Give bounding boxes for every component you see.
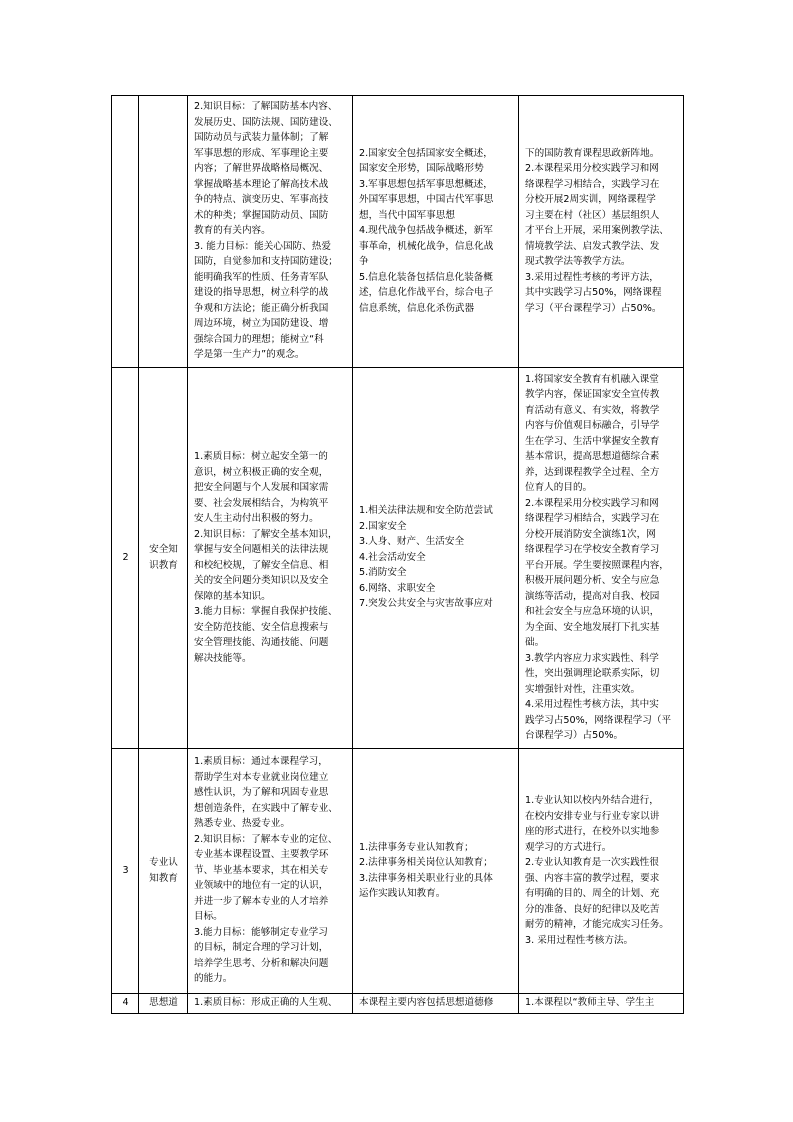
- goals-line: 1.素质目标：树立起安全第一的: [194, 451, 328, 462]
- goals-line: 争的特点、演变历史、军事高技: [194, 194, 329, 206]
- requirements-line: 2.专业认知教育是一次实践性很: [525, 857, 659, 868]
- course-table: [111, 95, 684, 1014]
- requirements-line: 络课程学习相结合，实践学习在: [525, 178, 660, 190]
- goals-line: 把安全问题与个人发展和国家需: [194, 482, 329, 493]
- goals-line: 2.知识目标：了解本专业的定位、: [194, 833, 338, 845]
- course-goals: [188, 994, 353, 1014]
- content-line: 想，当代中国军事思想: [359, 209, 455, 221]
- content-line: 7.突发公共安全与灾害故事应对: [359, 598, 493, 610]
- requirements-line: 分校开展消防安全演练1次，网: [525, 528, 656, 540]
- requirements-line: 耐劳的精神，才能完成实习任务。: [525, 919, 669, 930]
- content-line: 信息系统，信息化杀伤武器: [359, 302, 475, 314]
- goals-line: 周边环境，树立为国防建设、增: [194, 318, 329, 330]
- requirements-line: 习主要在村（社区）基层组织人: [525, 209, 660, 221]
- goals-line: 的能力。: [194, 973, 233, 985]
- goals-line: 关的安全问题分类知识以及安全: [194, 575, 329, 586]
- goals-line: 能明确我军的性质、任务青军队: [194, 271, 329, 283]
- content-line: 2.国家安全包括国家安全概述，: [359, 147, 493, 159]
- requirements-line: 在校内安排专业与行业专家以讲: [525, 810, 660, 822]
- goals-line: 并进一步了解本专业的人才培养: [194, 895, 329, 907]
- content-line: 1.相关法律法规和安全防范尝试: [359, 505, 493, 517]
- requirements-line: 观学习的方式进行。: [525, 841, 612, 853]
- goals-line: 争观和方法论；能正确分析我国: [194, 302, 329, 314]
- content-line: 6.网络、求职安全: [359, 582, 436, 594]
- course-content: [353, 994, 519, 1014]
- course-goals: [188, 368, 353, 749]
- goals-line: 内容；了解世界战略格局概况、: [194, 163, 329, 175]
- goals-line: 强综合国力的理想；能树立“科: [194, 333, 324, 345]
- name-line: 知教育: [149, 872, 178, 884]
- requirements-line: 为全面、安全地发展打下扎实基: [525, 621, 660, 633]
- name-line: 识教育: [149, 559, 178, 571]
- requirements-line: 性，突出强调理论联系实际，切: [525, 668, 660, 679]
- goals-line: 保障的基本知识。: [194, 590, 271, 602]
- goals-line: 安全管理技能、沟通技能、问题: [194, 637, 329, 648]
- goals-line: 1.素质目标：形成正确的人生观、: [194, 997, 338, 1009]
- row-number: [112, 96, 139, 368]
- requirements-line: 基本常识，提高思想道德综合素: [525, 451, 660, 462]
- requirements-line: 1.将国家安全教育有机融入课堂: [525, 373, 659, 385]
- goals-line: 3. 能力目标：能关心国防、热爱: [194, 240, 331, 252]
- goals-line: 建设的指导思想，树立科学的战: [194, 287, 329, 299]
- row-number-text: 4: [122, 997, 129, 1009]
- table-row: [112, 96, 684, 368]
- content-line: 国家安全形势，国际战略形势: [359, 163, 484, 175]
- requirements-line: 平台开展。学生要按照课程内容，: [525, 559, 669, 571]
- goals-line: 帮助学生对本专业就业岗位建立: [194, 771, 329, 783]
- requirements-line: 2.本课程采用分校实践学习和网: [525, 497, 659, 509]
- course-content: [353, 96, 519, 368]
- goals-line: 掌握战略基本理论了解高技术战: [194, 178, 329, 190]
- requirements-line: 分校开展2周实训，网络课程学: [525, 194, 656, 206]
- course-goals: [188, 96, 353, 368]
- content-line: 2.法律事务相关岗位认知教育；: [359, 857, 493, 868]
- content-line: 运作实践认知教育。: [359, 888, 446, 899]
- goals-line: 的目标，制定合理的学习计划，: [194, 942, 329, 954]
- requirements-line: 有明确的目的、周全的计划、充: [525, 888, 660, 899]
- requirements-line: 教学内容，保证国家安全宣传教: [525, 389, 660, 400]
- goals-line: 教育的有关内容。: [194, 225, 271, 237]
- goals-line: 意识，树立积极正确的安全观，: [194, 466, 329, 478]
- goals-line: 业领域中的地位有一定的认识，: [194, 880, 329, 892]
- requirements-line: 座的形式进行，在校外以实地参: [525, 826, 660, 837]
- requirements-line: 1.本课程以“教师主导、学生主: [525, 997, 655, 1009]
- content-line: 3.人身、财产、生活安全: [359, 536, 465, 548]
- course-table-body: [112, 96, 684, 1014]
- requirements-line: 践学习占50%，网络课程学习（平: [525, 714, 672, 726]
- goals-line: 熟悉专业、热爱专业。: [194, 818, 290, 830]
- teaching-requirements: [519, 96, 684, 368]
- requirements-line: 情境教学法、启发式教学法、发: [525, 240, 660, 252]
- goals-line: 发展历史、国防法规、国防建设、: [194, 116, 338, 128]
- row-number-text: 3: [122, 864, 129, 876]
- goals-line: 国防，自觉参加和支持国防建设；: [194, 256, 338, 268]
- requirements-line: 学习（平台课程学习）占50%。: [525, 302, 662, 314]
- requirements-line: 络课程学习相结合，实践学习在: [525, 513, 660, 524]
- requirements-line: 育活动有意义、有实效，将教学: [525, 404, 660, 416]
- name-line: 安全知: [149, 544, 178, 555]
- requirements-line: 演练等活动，提高对自我、校园: [525, 590, 660, 602]
- content-line: 2.国家安全: [359, 520, 407, 532]
- content-line: 3.军事思想包括军事思想概述，: [359, 178, 493, 190]
- table-row: [112, 368, 684, 749]
- row-number: [112, 749, 139, 994]
- content-line: 本课程主要内容包括思想道德修: [359, 997, 494, 1009]
- goals-line: 掌握与安全问题相关的法律法规: [194, 544, 329, 555]
- goals-line: 术的种类；掌握国防动员、国防: [194, 209, 329, 221]
- requirements-line: 养，达到课程教学全过程、全方: [525, 466, 660, 478]
- content-line: 争: [359, 256, 369, 268]
- goals-line: 军事思想的形成、军事理论主要: [194, 147, 329, 159]
- content-line: 5.信息化装备包括信息化装备概: [359, 271, 493, 283]
- table-row: [112, 749, 684, 994]
- content-line: 4.现代战争包括战争概述，新军: [359, 225, 493, 237]
- content-line: 3.法律事务相关职业行业的具体: [359, 872, 493, 884]
- goals-line: 1.素质目标：通过本课程学习，: [194, 756, 328, 768]
- goals-line: 解决技能等。: [194, 652, 252, 664]
- goals-line: 3.能力目标：掌握自我保护技能、: [194, 606, 338, 617]
- requirements-line: 生在学习、生活中掌握安全教育: [525, 435, 660, 447]
- content-line: 外国军事思想，中国古代军事思: [359, 194, 494, 206]
- requirements-line: 位育人的目的。: [525, 482, 593, 493]
- requirements-line: 台课程学习）占50%。: [525, 730, 624, 741]
- row-number: [112, 368, 139, 749]
- course-name: [139, 994, 188, 1014]
- content-line: 5.消防安全: [359, 567, 407, 579]
- goals-line: 2.知识目标：了解安全基本知识，: [194, 528, 338, 540]
- course-name: [139, 368, 188, 749]
- requirements-line: 内容与价值观目标融合，引导学: [525, 420, 660, 431]
- requirements-line: 3. 采用过程性考核方法。: [525, 934, 634, 946]
- goals-line: 目标。: [194, 911, 223, 923]
- goals-line: 安全防范技能、安全信息搜索与: [194, 621, 329, 633]
- requirements-line: 3.教学内容应力求实践性、科学: [525, 652, 659, 664]
- course-content: [353, 749, 519, 994]
- content-line: 4.社会活动安全: [359, 551, 426, 563]
- requirements-line: 4.采用过程性考核方法，其中实: [525, 699, 659, 710]
- teaching-requirements: [519, 749, 684, 994]
- goals-line: 学是第一生产力”的观念。: [194, 349, 305, 361]
- requirements-line: 分的准备、良好的纪律以及吃苦: [525, 903, 660, 915]
- table-row: [112, 994, 684, 1014]
- goals-line: 专业基本课程设置、主要教学环: [194, 849, 329, 861]
- content-line: 1.法律事务专业认知教育；: [359, 841, 474, 853]
- requirements-line: 积极开展问题分析、安全与应急: [525, 575, 660, 586]
- goals-line: 感性认识，为了解和巩固专业思: [194, 787, 329, 799]
- name-line: 专业认: [149, 857, 178, 868]
- goals-line: 安人生主动付出积极的努力。: [194, 513, 319, 524]
- requirements-line: 和社会安全与应急环境的认识，: [525, 606, 660, 617]
- teaching-requirements: [519, 368, 684, 749]
- requirements-line: 2.本课程采用分校实践学习和网: [525, 163, 659, 175]
- requirements-line: 础。: [525, 637, 545, 648]
- content-line: 事革命，机械化战争，信息化战: [359, 240, 494, 252]
- requirements-line: 3.采用过程性考核的考评方法，: [525, 271, 659, 283]
- requirements-line: 现式教学法等教学方法。: [525, 256, 631, 268]
- requirements-line: 1.专业认知以校内外结合进行，: [525, 795, 659, 806]
- row-number-text: 2: [122, 551, 129, 563]
- name-line: 思想道: [149, 997, 178, 1009]
- goals-line: 国防动员与武装力量体制；了解: [194, 132, 329, 144]
- course-goals: [188, 749, 353, 994]
- goals-line: 培养学生思考、分析和解决问题: [194, 957, 329, 969]
- requirements-line: 其中实践学习占50%，网络课程: [525, 287, 662, 299]
- course-name: [139, 749, 188, 994]
- requirements-line: 实增强针对性，注重实效。: [525, 683, 641, 695]
- requirements-line: 络课程学习在学校安全教育学习: [525, 544, 660, 555]
- row-number: [112, 994, 139, 1014]
- goals-line: 想创造条件，在实践中了解专业、: [194, 802, 338, 814]
- course-name: [139, 96, 188, 368]
- course-content: [353, 368, 519, 749]
- content-line: 述，信息化作战平台，综合电子: [359, 287, 494, 299]
- requirements-line: 才平台上开展，采用案例教学法、: [525, 225, 669, 237]
- requirements-line: 下的国防教育课程思政新阵地。: [525, 147, 660, 159]
- goals-line: 和校纪校规，了解安全信息、相: [194, 559, 329, 571]
- teaching-requirements: [519, 994, 684, 1014]
- requirements-line: 强、内容丰富的教学过程，要求: [525, 872, 660, 884]
- goals-line: 2.知识目标：了解国防基本内容、: [194, 101, 338, 113]
- goals-line: 要、社会发展相结合，为构筑平: [194, 497, 329, 509]
- goals-line: 节、毕业基本要求，其在相关专: [194, 864, 329, 876]
- goals-line: 3.能力目标：能够制定专业学习: [194, 926, 328, 938]
